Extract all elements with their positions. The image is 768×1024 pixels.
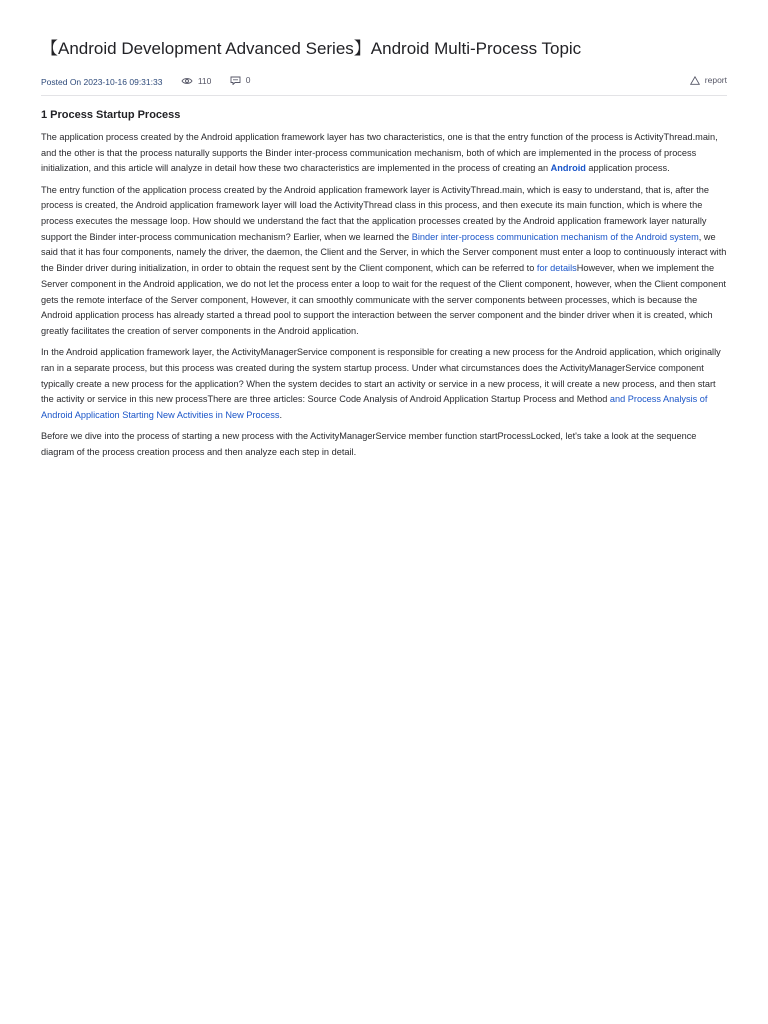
paragraph-3-text-a: In the Android application framework layer, the ActivityManagerService component is responsible for creating a new process for the Android application, which originally ran in a separate process, but this process was created during the system startup process. Under what circumstances does the ActivityManagerService component typically create a new process for the application? When the system decides to start an activity or service in a new process, it will create a new process, and then start the activity or service in this new processThere are three articles: Source Code Analysis of Android Application Startup Process and Method [41,347,721,405]
comment-icon [230,76,241,85]
comment-count[interactable] [230,73,251,87]
comment-count-value: 0 [245,75,251,85]
divider [41,95,727,96]
eye-icon [181,77,193,85]
paragraph-1 [41,130,727,177]
article-meta [41,73,727,87]
report-button[interactable] [690,73,727,87]
posted-date: Posted On 2023-10-16 09:31:33 [41,76,163,87]
paragraph-4-text-a: Before we dive into the process of starting a new process with the ActivityManagerService member function startProcessLocked, let's take a look at the sequence diagram of the process creation process and then analyze each step in detail. [41,431,697,457]
section-title: 1 Process Startup Process [41,109,181,121]
link-android[interactable]: Android [550,163,586,174]
link-binder-mechanism[interactable]: Binder inter-process communication mechanism of the Android system [411,231,699,242]
paragraph-2-text-c: However, when we implement the Server component in the Android application, we do not let the process enter a loop to wait for the request of the Client component, however, when the Client component gets the remote interface of the Server component, However, it can smoothly communicate with the server components between processes, which is because the Android application process has already started a thread pool to support the interaction between the server component and the binder driver when it is created, which greatly facilitates the creation of server components in the Android application. [41,263,726,336]
view-count [181,74,212,88]
paragraph-2-text-b: , we said that it has four components, namely the driver, the daemon, the Client and the Server, in which the Server component must enter a loop to continuously interact with the Binder driver during initialization, in order to obtain the request sent by the Client component, which can be referred to [41,231,727,274]
view-count-value: 110 [197,75,212,86]
link-process-analysis[interactable]: and Process Analysis of Android Application Starting New Activities in New Process [41,394,708,420]
warning-triangle-icon [690,76,700,85]
paragraph-3 [41,345,727,424]
paragraph-2 [41,183,727,340]
paragraph-3-text-b: . [279,409,283,420]
article-title: 【Android Development Advanced Series】Android Multi-Process Topic [41,39,582,58]
link-for-details[interactable]: for details [536,263,577,274]
paragraph-4 [41,429,727,460]
report-label: report [704,75,727,85]
article [41,0,727,466]
paragraph-2-text-a: The entry function of the application process created by the Android application framework layer is ActivityThread.main, which is easy to understand, that is, after the process is created, the Android application framework layer will load the ActivityThread class in this process, and then execute its main function, which is where the process executes the message loop. How should we understand the fact that the application processes created by the Android application framework layer naturally support the Binder inter-process communication mechanism? Earlier, when we learned the [41,184,709,242]
paragraph-1-text-a: The application process created by the Android application framework layer has two characteristics, one is that the entry function of the process is ActivityThread.main, and the other is that the process naturally supports the Binder inter-process communication mechanism, both of which are implemented in the process of process initialization, and this article will analyze in detail how these two characteristics are implemented in the process of creating an [41,132,718,174]
paragraph-1-text-b: application process. [585,163,670,174]
